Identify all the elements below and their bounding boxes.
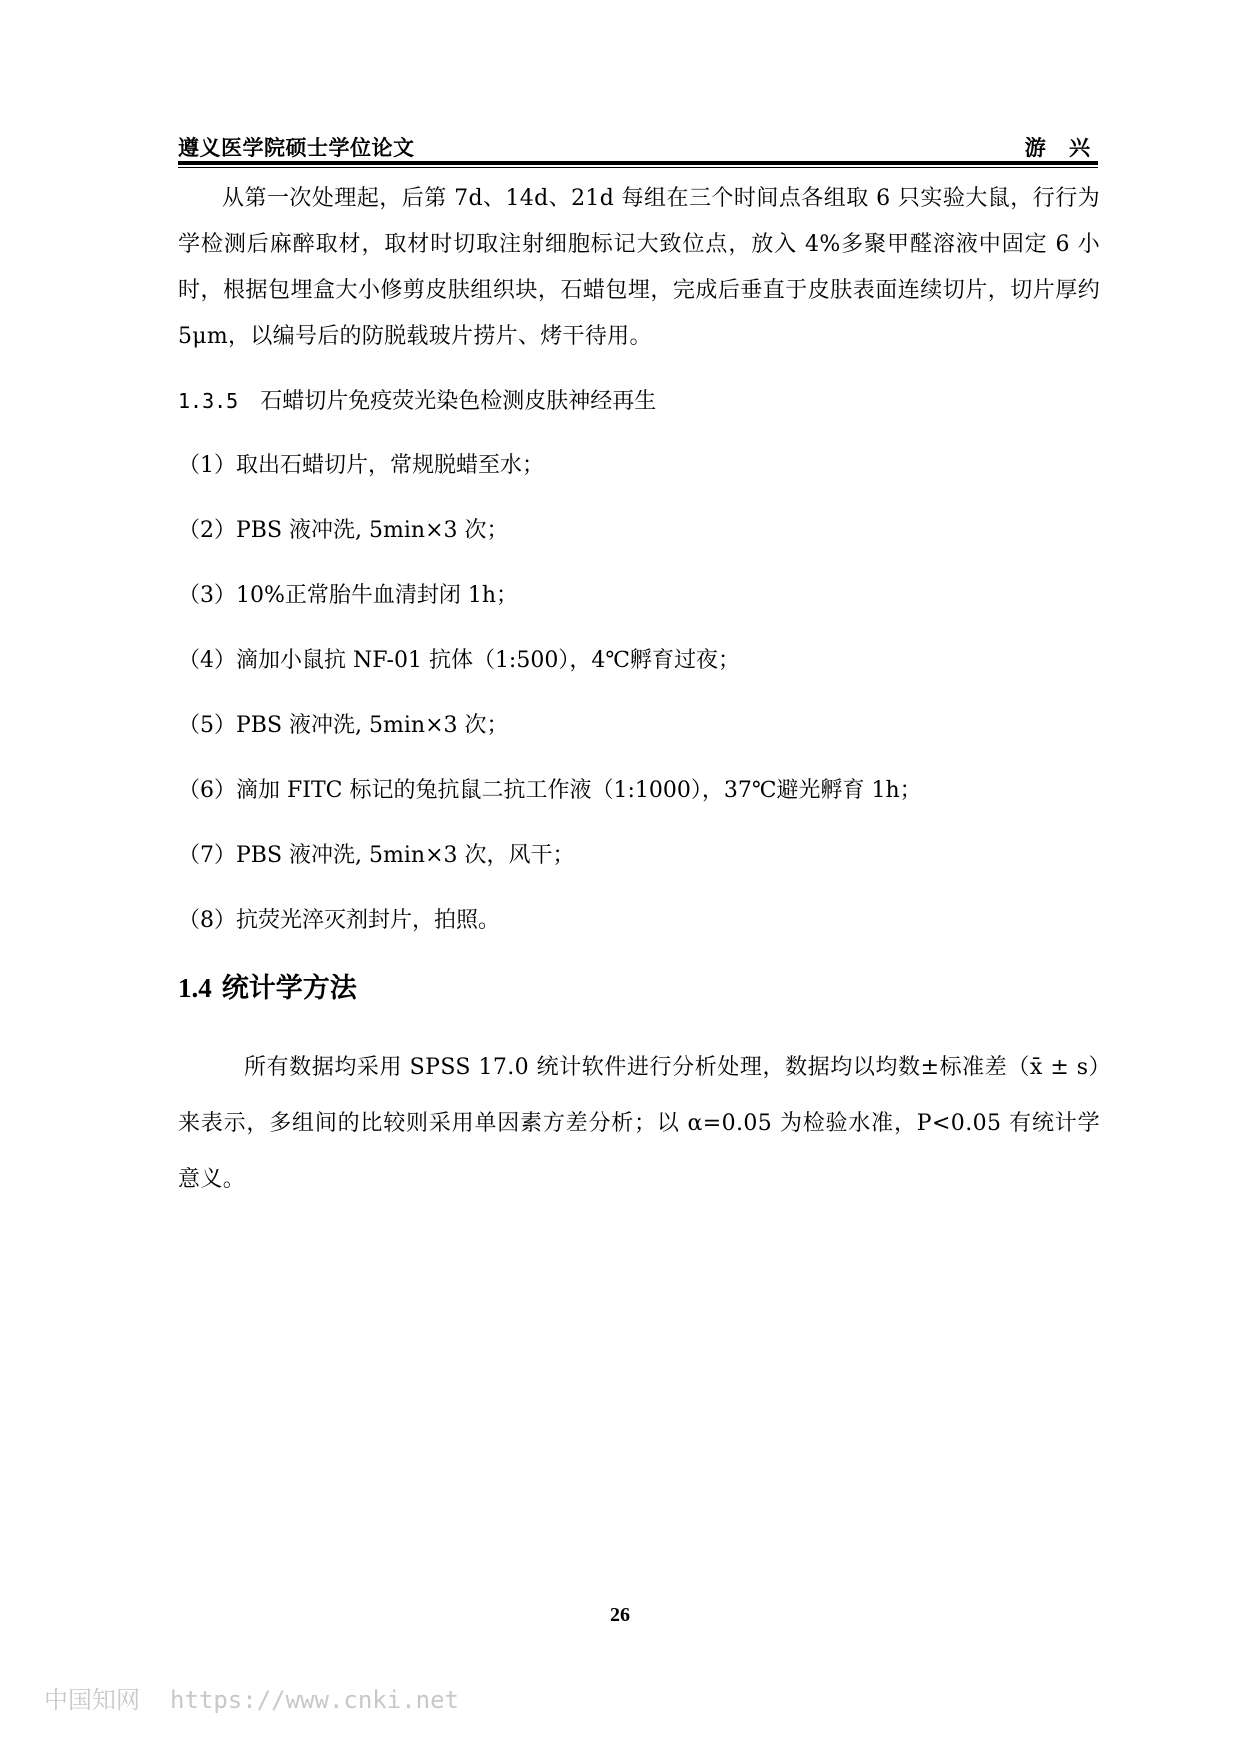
section-title: 统计学方法 [221,973,357,1004]
running-header [178,128,1098,164]
page-body [178,176,1100,1208]
header-author-name: 游 兴 [1024,135,1098,160]
subsection-number: 1.3.5 [178,389,239,413]
section-number: 1.4 [178,973,212,1003]
procedure-step: （5）PBS 液冲洗, 5min×3 次； [178,713,509,738]
watermark-url: https://www.cnki.net [170,1686,459,1714]
header-thesis-title: 遵义医学院硕士学位论文 [178,135,415,160]
subsection-heading [178,378,1100,425]
procedure-steps [178,443,1100,944]
header-rule-thin [178,167,1098,168]
intro-paragraph: 从第一次处理起，后第 7d、14d、21d 每组在三个时间点各组取 6 只实验大鼠，行行为学检测后麻醉取材，取材时切取注射细胞标记大致位点，放入 4%多聚甲醛溶液中固定 6 小时，根据包埋盒大小修剪皮肤组织块，石蜡包埋，完成后垂直于皮肤表面连续切片，切片厚约 5μm，以编号后的防脱载玻片捞片、烤干待用。 [178,186,1100,349]
procedure-step: （2）PBS 液冲洗, 5min×3 次； [178,518,509,543]
procedure-step: （7）PBS 液冲洗, 5min×3 次，风干； [178,843,575,868]
header-rule-thick [178,161,1098,165]
procedure-step: （6）滴加 FITC 标记的兔抗鼠二抗工作液（1:1000），37℃避光孵育 1h； [178,778,922,803]
procedure-step: （1）取出石蜡切片，常规脱蜡至水； [178,453,544,478]
procedure-step: （4）滴加小鼠抗 NF-01 抗体（1:500），4℃孵育过夜； [178,648,740,673]
subsection-title: 石蜡切片免疫荧光染色检测皮肤神经再生 [260,389,657,414]
statistics-paragraph: 所有数据均采用 SPSS 17.0 统计软件进行分析处理，数据均以均数±标准差（x̄ ± s）来表示，多组间的比较则采用单因素方差分析；以 α=0.05 为检验水准，P<0.05 有统计学意义。 [178,1055,1100,1192]
procedure-step: （3）10%正常胎牛血清封闭 1h； [178,583,519,608]
watermark-site-name: 中国知网 [44,1686,140,1714]
procedure-step: （8）抗荧光淬灭剂封片，拍照。 [178,908,500,933]
section-heading [178,963,1100,1014]
page-number: 26 [610,1604,630,1626]
cnki-watermark [44,1680,459,1715]
